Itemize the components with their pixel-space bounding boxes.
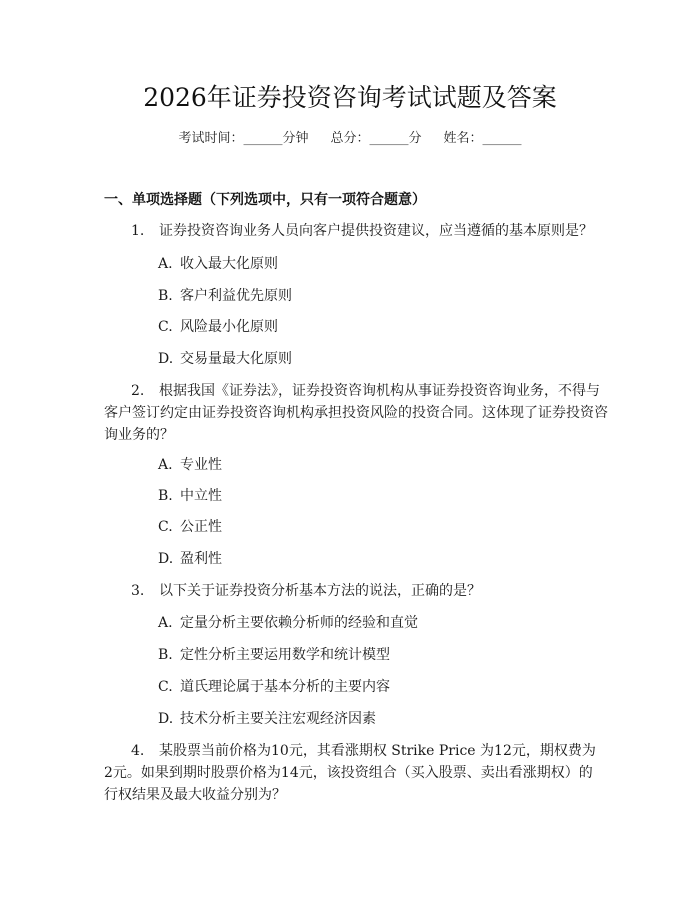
option-1b: B. 客户利益优先原则 — [158, 288, 292, 304]
document-title: 2026年证券投资咨询考试试题及答案 — [143, 83, 557, 112]
option-2b: B. 中立性 — [158, 488, 222, 504]
option-1d: D. 交易量最大化原则 — [158, 351, 292, 367]
question-text: 以下关于证券投资分析基本方法的说法，正确的是？ — [159, 583, 481, 599]
question-4-line-2: 2元。如果到期时股票价格为14元，该投资组合（买入股票、卖出看涨期权）的 — [104, 765, 593, 781]
exam-time-field: 考试时间：______分钟 — [178, 131, 309, 146]
section-heading: 一、单项选择题（下列选项中，只有一项符合题意） — [104, 192, 426, 208]
option-3b: B. 定性分析主要运用数学和统计模型 — [158, 647, 390, 663]
option-2a: A. 专业性 — [158, 457, 222, 473]
option-2d: D. 盈利性 — [158, 551, 222, 567]
option-3a: A. 定量分析主要依赖分析师的经验和直觉 — [158, 615, 418, 631]
question-text: 根据我国《证券法》，证券投资咨询机构从事证券投资咨询业务，不得与 — [159, 383, 600, 399]
option-2c: C. 公正性 — [158, 519, 222, 535]
question-text: 某股票当前价格为10元，其看涨期权 Strike Price 为12元，期权费为 — [159, 743, 596, 759]
question-text: 证券投资咨询业务人员向客户提供投资建议，应当遵循的基本原则是？ — [159, 223, 593, 239]
question-1 — [131, 220, 593, 242]
question-number: 1. — [131, 223, 145, 239]
question-2 — [131, 380, 600, 402]
option-1a: A. 收入最大化原则 — [158, 256, 278, 272]
name-field: 姓名：______ — [443, 131, 522, 146]
question-2-line-3: 询业务的？ — [104, 427, 174, 443]
option-3d: D. 技术分析主要关注宏观经济因素 — [158, 711, 376, 727]
option-1c: C. 风险最小化原则 — [158, 319, 278, 335]
question-number: 4. — [131, 743, 145, 759]
question-4-line-3: 行权结果及最大收益分别为？ — [104, 787, 286, 803]
question-number: 2. — [131, 383, 145, 399]
question-3 — [131, 580, 481, 602]
question-number: 3. — [131, 583, 145, 599]
total-score-field: 总分：______分 — [330, 131, 422, 146]
option-3c: C. 道氏理论属于基本分析的主要内容 — [158, 679, 390, 695]
question-4 — [131, 740, 596, 762]
question-2-line-2: 客户签订约定由证券投资咨询机构承担投资风险的投资合同。这体现了证券投资咨 — [104, 405, 608, 421]
exam-meta — [0, 128, 700, 150]
